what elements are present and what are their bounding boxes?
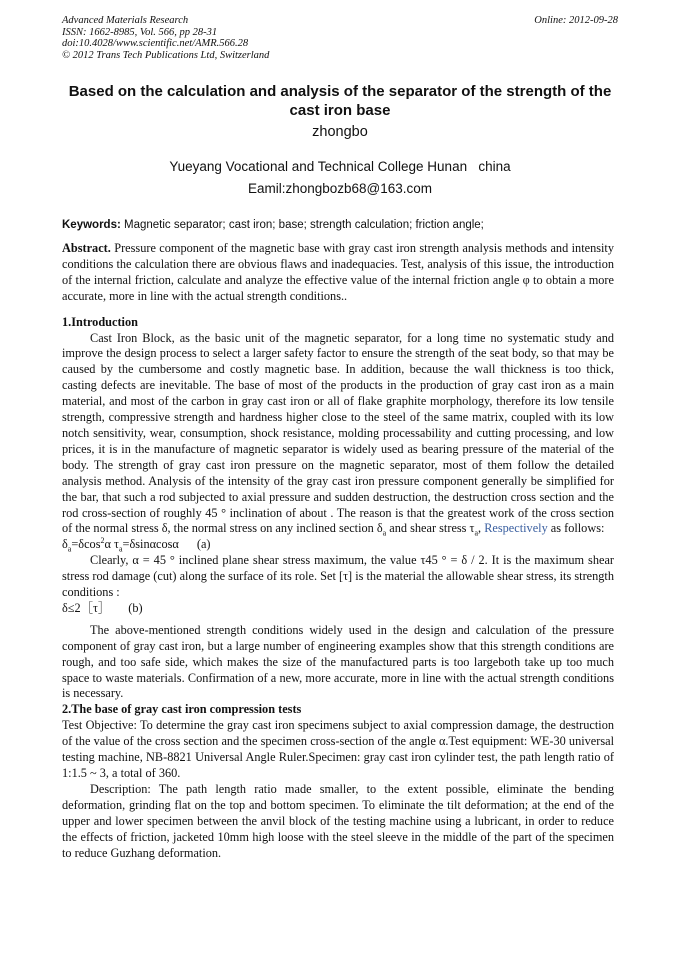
section-2-paragraph-2: Description: The path length ratio made smaller, to the extent possible, eliminate the bending deformation, grinding flat on the top and bottom specimen. To eliminate the tilt deformation; at the end of the upper and lower specimen between the anvil block of the testing machine using a lubricant, in order to reduce the effects of friction, jacketed 10mm high loose with the steel sleeve in the middle of the part of the specimen to reduce Guzhang deformation. (62, 781, 614, 860)
journal-header-block (62, 15, 269, 61)
journal-copyright: © 2012 Trans Tech Publications Ltd, Switzerland (62, 49, 270, 61)
section-1-paragraph-2: Clearly, α = 45 ° inclined plane shear stress maximum, the value τ45 ° = δ / 2. It is the maximum shear stress rod damage (cut) along the surface of its role. Set [τ] is the material the allowable shear stress, its strength conditions : (62, 553, 614, 600)
keywords-label: Keywords: (62, 219, 121, 231)
abstract-label: Abstract. (62, 241, 111, 255)
online-date: Online: 2012-09-28 (534, 15, 618, 26)
journal-issn: ISSN: 1662-8985, Vol. 566, pp 28-31 (62, 26, 218, 38)
journal-doi: doi:10.4028/www.scientific.net/AMR.566.28 (62, 38, 249, 49)
paper-title: Based on the calculation and analysis of the separator of the strength of the cast iron base (68, 83, 612, 119)
equation-a-label: (a) (196, 537, 211, 552)
section-1-paragraph-1: Cast Iron Block, as the basic unit of the magnetic separator, for a long time no systematic study and improve the design process to select a larger safety factor to ensure the strength of the seat body, so that may be caused by the cumbersome and costly magnetic base. In addition, because the wall thickness is too thick, casting defects are inevitable. The base of most of the products in the production of gray cast iron as a main material, and most of the carbon in gray cast iron or all of flake graphite morphology, therefore its low tensile strength, compressive strength and hardness higher close to the steel of the same matrix, coupled with its low notch sensitivity, wear, consumption, shock resistance, molding processability and cutting processing, and low prices, it is in the manufacture of magnetic separator is widely used as bearing pressure of the material of the body. The strength of gray cast iron pressure on the magnetic separator, most of them follow the detailed analysis method. Analysis of the intensity of the gray cast iron pressure component generally be simplified for the bar, that such a rod subjected to axial pressure and sudden destruction, the destruction cross section and the rod cross-section of roughly 45 ° inclination of about . The reason is that the greatest work of the cross section of the normal stress δ, the normal stress on any inclined section $\delta_a$ and shear stress $\tau_a$, Respectively as follows: (62, 330, 614, 538)
equation-b-label: (b) (128, 600, 143, 615)
section-1-paragraph-3: The above-mentioned strength conditions widely used in the design and calculation of the pressure component of gray cast iron, but a large number of engineering examples show that this strength conditions are rough, and too safe side, which makes the size of the manufactured parts is too largeboth take up too much space to waste materials. Confirmation of a new, more accurate, more in line with the actual strength conditions is necessary. (62, 622, 614, 701)
keywords-line (62, 219, 618, 231)
section-1-heading: 1.Introduction (62, 314, 138, 329)
respectively-word: Respectively (484, 521, 548, 536)
journal-name: Advanced Materials Research (62, 15, 189, 26)
abstract-paragraph (62, 241, 614, 305)
section-2-heading: 2.The base of gray cast iron compression tests (62, 702, 302, 717)
equation-a: $\delta_a=\delta\cos^2\alpha$ $\tau_a=\delta\sin\alpha\cos\alpha$ (a) (62, 536, 211, 554)
section-2-paragraph-1: Test Objective: To determine the gray cast iron specimens subject to axial compression damage, the destruction of the value of the cross section and the specimen cross-section of the angle α.Test equipment: WE-30 universal testing machine, NB-8821 Universal Angle Ruler.Specimen: gray cast iron cylinder test, the path length ratio of 1:1.5 ~ 3, a total of 360. (62, 718, 614, 780)
equation-b: δ≤2［τ］ (b) (62, 600, 143, 615)
paper-body (62, 241, 614, 861)
author-name: zhongbo (312, 124, 368, 140)
affiliation: Yueyang Vocational and Technical College Hunan china (169, 159, 511, 174)
keywords-text: Magnetic separator; cast iron; base; strength calculation; friction angle; (120, 219, 484, 231)
abstract-text: Pressure component of the magnetic base with gray cast iron strength analysis methods and intensity conditions the calculation there are obvious flaws and inadequacies. Test, analysis of this issue, the introduction of the internal friction, calculate and analyze the effective value of the internal friction angle φ to obtain a more accurate, more in line with the actual strength conditions.. (62, 241, 614, 303)
author-email[interactable]: Eamil:zhongbozb68@163.com (247, 181, 433, 196)
